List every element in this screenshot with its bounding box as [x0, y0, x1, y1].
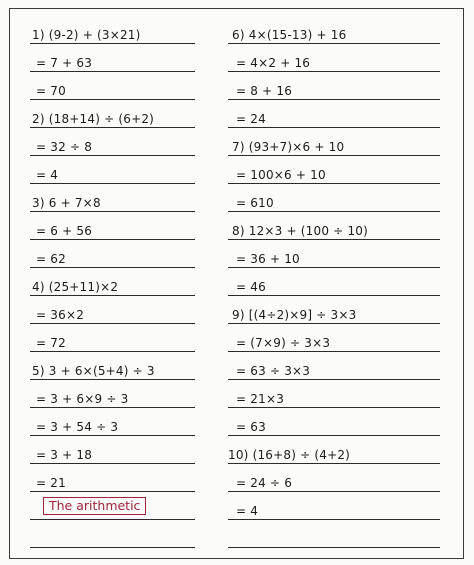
ruled-line: [228, 463, 440, 464]
ruled-line: [228, 267, 440, 268]
ruled-line: [30, 379, 195, 380]
ruled-line: [30, 71, 195, 72]
ruled-line: [30, 43, 195, 44]
left-line-2-2: = 32 ÷ 8: [36, 140, 93, 154]
ruled-line: [30, 351, 195, 352]
ruled-line: [228, 323, 440, 324]
left-line-3-1: 3) 6 + 7×8: [32, 196, 101, 210]
ruled-line: [228, 127, 440, 128]
ruled-line: [30, 155, 195, 156]
ruled-line: [228, 547, 440, 548]
left-line-3-3: = 62: [36, 252, 66, 266]
left-line-2-3: = 4: [36, 168, 59, 182]
ruled-line: [228, 351, 440, 352]
ruled-line: [30, 547, 195, 548]
ruled-line: [30, 99, 195, 100]
ruled-line: [228, 407, 440, 408]
left-line-4-2: = 36×2: [36, 308, 85, 322]
left-line-5-5: = 21: [36, 476, 66, 490]
right-line-10-1: 10) (16+8) ÷ (4+2): [228, 448, 351, 462]
ruled-line: [228, 239, 440, 240]
ruled-line: [228, 435, 440, 436]
right-line-9-1: 9) [(4÷2)×9] ÷ 3×3: [232, 308, 357, 322]
left-line-5-2: = 3 + 6×9 ÷ 3: [36, 392, 129, 406]
left-line-2-1: 2) (18+14) ÷ (6+2): [32, 112, 155, 126]
right-line-7-2: = 100×6 + 10: [236, 168, 326, 182]
right-line-7-3: = 610: [236, 196, 274, 210]
left-line-5-1: 5) 3 + 6×(5+4) ÷ 3: [32, 364, 155, 378]
ruled-line: [228, 295, 440, 296]
ruled-line: [228, 491, 440, 492]
right-line-6-2: = 4×2 + 16: [236, 56, 311, 70]
ruled-line: [228, 211, 440, 212]
ruled-line: [228, 99, 440, 100]
left-line-1-2: = 7 + 63: [36, 56, 93, 70]
left-line-1-1: 1) (9-2) + (3×21): [32, 28, 141, 42]
ruled-line: [228, 155, 440, 156]
right-line-10-3: = 4: [236, 504, 259, 518]
right-line-9-3: = 63 ÷ 3×3: [236, 364, 311, 378]
left-line-5-4: = 3 + 18: [36, 448, 93, 462]
right-line-8-2: = 36 + 10: [236, 252, 300, 266]
ruled-line: [228, 71, 440, 72]
ruled-line: [30, 267, 195, 268]
right-line-9-5: = 63: [236, 420, 266, 434]
right-line-9-2: = (7×9) ÷ 3×3: [236, 336, 331, 350]
ruled-line: [30, 127, 195, 128]
ruled-line: [228, 183, 440, 184]
left-line-3-2: = 6 + 56: [36, 224, 93, 238]
ruled-line: [30, 407, 195, 408]
ruled-line: [30, 211, 195, 212]
ruled-line: [30, 183, 195, 184]
left-line-4-1: 4) (25+11)×2: [32, 280, 119, 294]
ruled-line: [30, 239, 195, 240]
right-line-7-1: 7) (93+7)×6 + 10: [232, 140, 345, 154]
right-line-6-3: = 8 + 16: [236, 84, 293, 98]
left-line-5-3: = 3 + 54 ÷ 3: [36, 420, 119, 434]
right-line-6-1: 6) 4×(15-13) + 16: [232, 28, 347, 42]
right-line-8-3: = 46: [236, 280, 266, 294]
ruled-line: [30, 491, 195, 492]
ruled-line: [30, 295, 195, 296]
ruled-line: [30, 463, 195, 464]
ruled-line: [30, 519, 195, 520]
ruled-line: [30, 323, 195, 324]
right-line-6-4: = 24: [236, 112, 266, 126]
note-label: The arithmetic: [43, 497, 146, 515]
right-line-10-2: = 24 ÷ 6: [236, 476, 293, 490]
left-line-1-3: = 70: [36, 84, 66, 98]
ruled-line: [228, 379, 440, 380]
left-line-4-3: = 72: [36, 336, 66, 350]
ruled-line: [228, 43, 440, 44]
ruled-line: [228, 519, 440, 520]
right-line-8-1: 8) 12×3 + (100 ÷ 10): [232, 224, 368, 238]
right-line-9-4: = 21×3: [236, 392, 285, 406]
ruled-line: [30, 435, 195, 436]
